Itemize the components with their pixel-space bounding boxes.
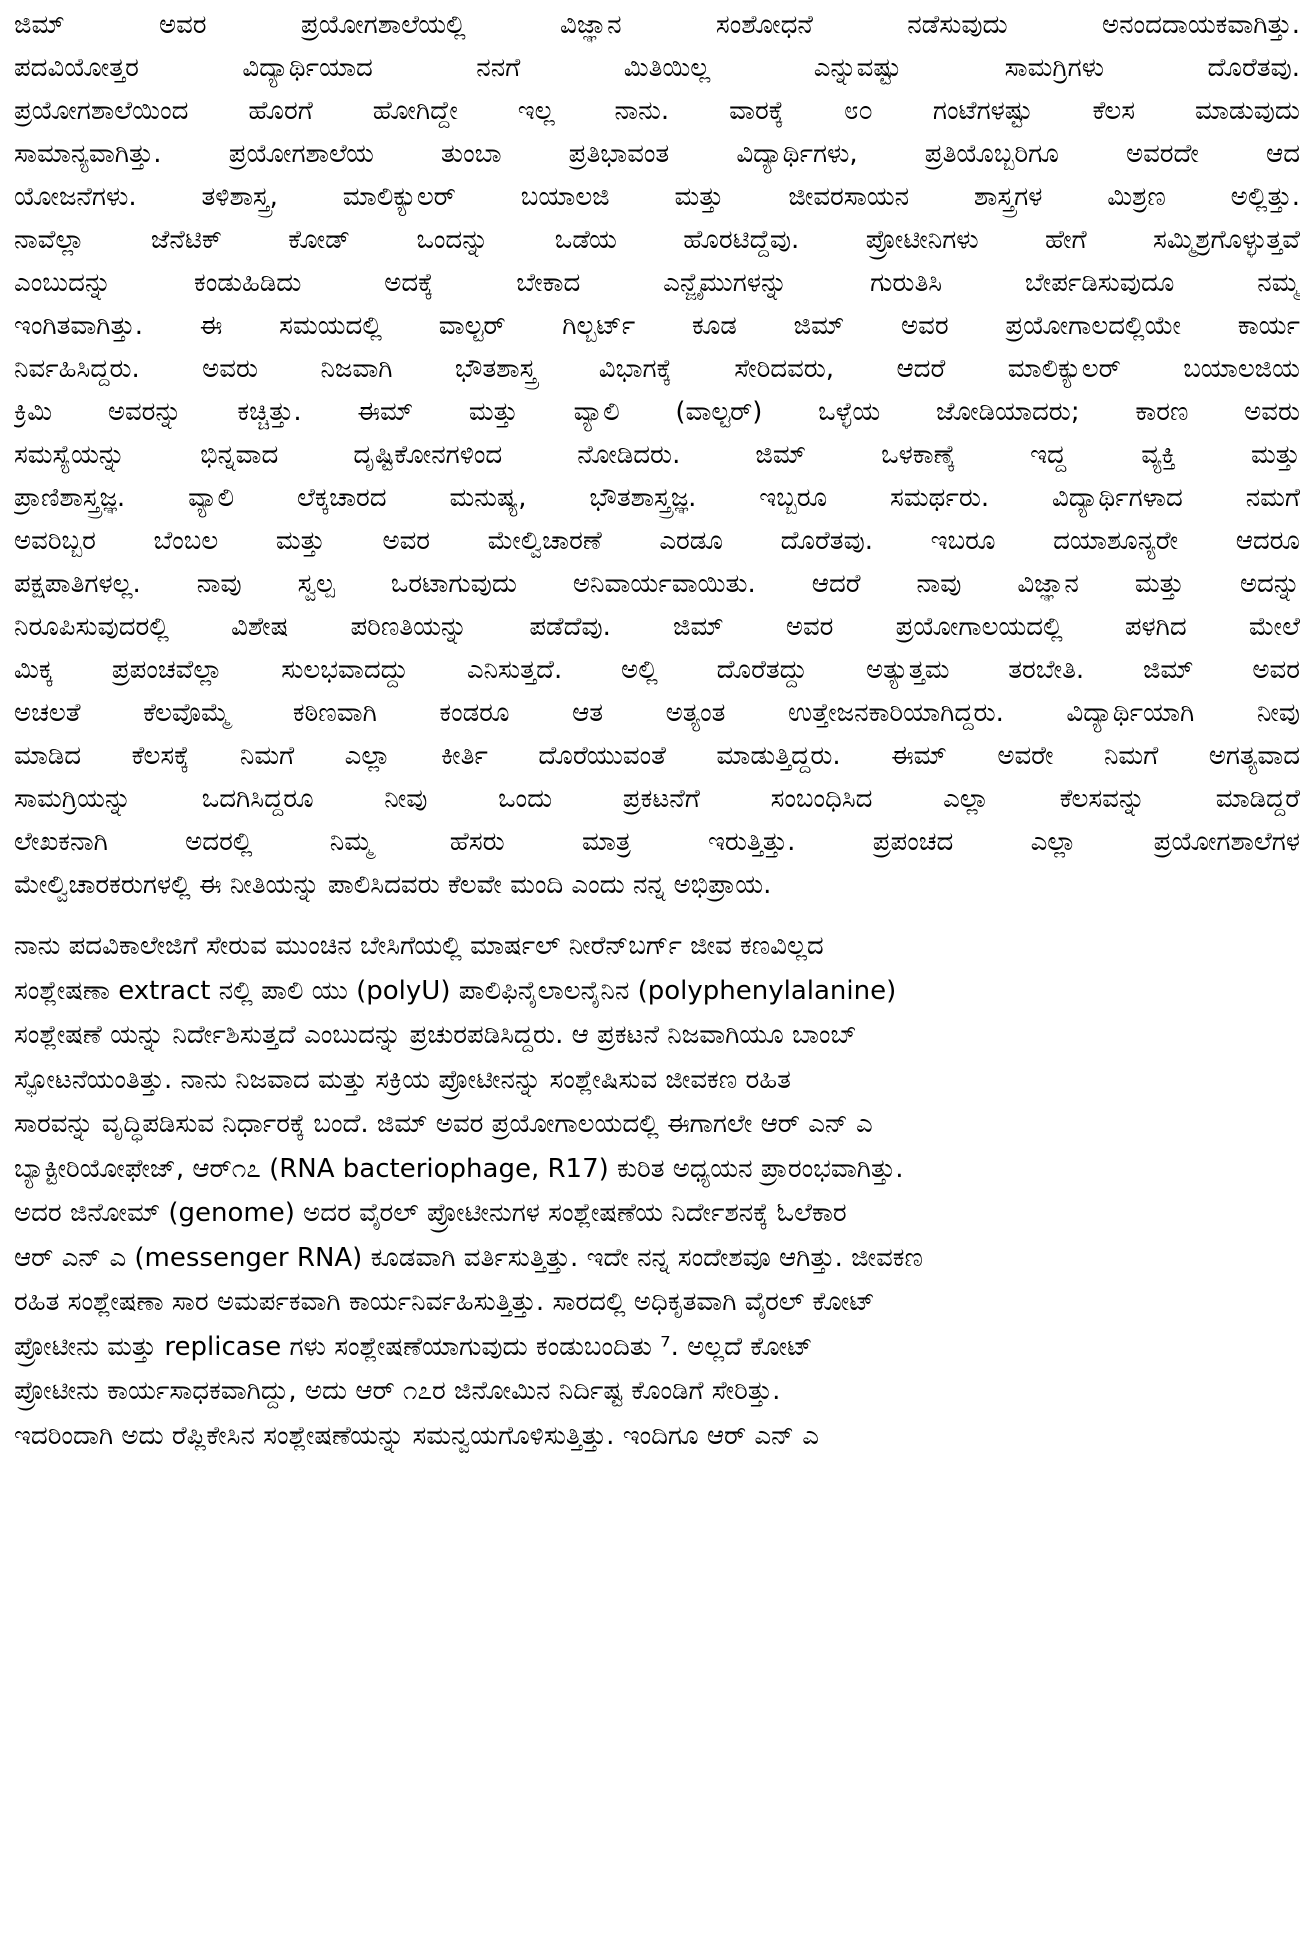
text-line: ಮೇಲ್ವಿಚಾರಕರುಗಳಲ್ಲಿ ಈ ನೀತಿಯನ್ನು ಪಾಲಿಸಿದವರು ಕೆಲವೇ ಮಂದಿ ಎಂದು ನನ್ನ ಅಭಿಪ್ರಾಯ. [14, 870, 772, 900]
text-line: ಮಾಡಿದ ಕೆಲಸಕ್ಕೆ ನಿಮಗೆ ಎಲ್ಲಾ ಕೀರ್ತಿ ದೊರೆಯುವಂತೆ ಮಾಡುತ್ತಿದ್ದರು. ಈಮ್ ಅವರೇ ನಿಮಗೆ ಅಗತ್ಯವಾದ [14, 741, 1300, 771]
text-line: ಕ್ರಿಮಿ ಅವರನ್ನು ಕಚ್ಚಿತ್ತು. ಈಮ್ ಮತ್ತು ವ್ಯಾಲಿ (ವಾಲ್ಟರ್) ಒಳ್ಳೆಯ ಜೋಡಿಯಾದರು; ಕಾರಣ ಅವರು [14, 397, 1300, 427]
text-line: ಪ್ರೋಟೀನು ಮತ್ತು replicase ಗಳು ಸಂಶ್ಲೇಷಣೆಯಾಗುವುದು ಕಂಡುಬಂದಿತು ⁷. ಅಲ್ಲದೆ ಕೋಟ್ [14, 1331, 813, 1362]
paragraph-2 [14, 924, 1300, 1458]
text-line: ಸಮಸ್ಯೆಯನ್ನು ಭಿನ್ನವಾದ ದೃಷ್ಟಿಕೋನಗಳಿಂದ ನೋಡಿದರು. ಜಿಮ್ ಒಳಕಾಣ್ಕೆ ಇದ್ದ ವ್ಯಕ್ತಿ ಮತ್ತು [14, 440, 1300, 470]
text-line: ನಿರ್ವಹಿಸಿದ್ದರು. ಅವರು ನಿಜವಾಗಿ ಭೌತಶಾಸ್ತ್ರ ವಿಭಾಗಕ್ಕೆ ಸೇರಿದವರು, ಆದರೆ ಮಾಲಿಕ್ಯುಲರ್ ಬಯಾಲಜಿಯ [14, 354, 1300, 384]
text-line: ಅವರಿಬ್ಬರ ಬೆಂಬಲ ಮತ್ತು ಅವರ ಮೇಲ್ವಿಚಾರಣೆ ಎರಡೂ ದೊರೆತವು. ಇಬರೂ ದಯಾಶೂನ್ಯರೇ ಆದರೂ [14, 526, 1300, 556]
text-line: ಪ್ರಾಣಿಶಾಸ್ತ್ರಜ್ಞ. ವ್ಯಾಲಿ ಲೆಕ್ಕಚಾರದ ಮನುಷ್ಯ, ಭೌತಶಾಸ್ತ್ರಜ್ಞ. ಇಬ್ಬರೂ ಸಮರ್ಥರು. ವಿದ್ಯಾರ್ಥಿಗಳಾದ ನಮಗೆ [14, 483, 1300, 513]
text-line: ಸ್ಫೋಟನೆಯಂತಿತ್ತು. ನಾನು ನಿಜವಾದ ಮತ್ತು ಸಕ್ರಿಯ ಪ್ರೋಟೀನನ್ನು ಸಂಶ್ಲೇಷಿಸುವ ಜೀವಕಣ ರಹಿತ [14, 1064, 791, 1095]
text-line: ಸಂಶ್ಲೇಷಣೆ ಯನ್ನು ನಿರ್ದೇಶಿಸುತ್ತದೆ ಎಂಬುದನ್ನು ಪ್ರಚುರಪಡಿಸಿದ್ದರು. ಆ ಪ್ರಕಟನೆ ನಿಜವಾಗಿಯೂ ಬಾಂಬ್ [14, 1020, 857, 1050]
text-line: ಜಿಮ್ ಅವರ ಪ್ರಯೋಗಶಾಲೆಯಲ್ಲಿ ವಿಜ್ಞಾನ ಸಂಶೋಧನೆ ನಡೆಸುವುದು ಅನಂದದಾಯಕವಾಗಿತ್ತು. [14, 10, 1300, 40]
text-line: ನಾವೆಲ್ಲಾ ಜೆನೆಟಿಕ್ ಕೋಡ್ ಒಂದನ್ನು ಒಡೆಯ ಹೊರಟಿದ್ದೆವು. ಪ್ರೋಟೀನಿಗಳು ಹೇಗೆ ಸಮ್ಮಿಶ್ರಗೊಳ್ಳುತ್ತವೆ [14, 225, 1300, 255]
text-line: ರಹಿತ ಸಂಶ್ಲೇಷಣಾ ಸಾರ ಅಮರ್ಪಕವಾಗಿ ಕಾರ್ಯನಿರ್ವಹಿಸುತ್ತಿತ್ತು. ಸಾರದಲ್ಲಿ ಅಧಿಕೃತವಾಗಿ ವೈರಲ್ ಕೋಟ್ [14, 1287, 875, 1317]
text-line: ಆರ್ ಎನ್ ಎ (messenger RNA) ಕೂಡವಾಗಿ ವರ್ತಿಸುತ್ತಿತ್ತು. ಇದೇ ನನ್ನ ಸಂದೇಶವೂ ಆಗಿತ್ತು. ಜೀವಕಣ [14, 1242, 923, 1273]
paragraph-1 [14, 4, 1300, 907]
text-line: ಸಾರವನ್ನು ವೃದ್ಧಿಪಡಿಸುವ ನಿರ್ಧಾರಕ್ಕೆ ಬಂದೆ. ಜಿಮ್ ಅವರ ಪ್ರಯೋಗಾಲಯದಲ್ಲಿ ಈಗಾಗಲೇ ಆರ್ ಎನ್ ಎ [14, 1109, 873, 1139]
text-line: ಪ್ರೋಟೀನು ಕಾರ್ಯಸಾಧಕವಾಗಿದ್ದು, ಅದು ಆರ್ ೧೭ರ ಜಿನೋಮಿನ ನಿರ್ದಿಷ್ಟ ಕೊಂಡಿಗೆ ಸೇರಿತ್ತು. [14, 1376, 781, 1406]
text-line: ಮಿಕ್ಕ ಪ್ರಪಂಚವೆಲ್ಲಾ ಸುಲಭವಾದದ್ದು ಎನಿಸುತ್ತದೆ. ಅಲ್ಲಿ ದೊರೆತದ್ದು ಅತ್ಯುತ್ತಮ ತರಬೇತಿ. ಜಿಮ್ ಅವರ [14, 655, 1300, 685]
text-line: ಅಚಲತೆ ಕೆಲವೊಮ್ಮೆ ಕಠಿಣವಾಗಿ ಕಂಡರೂ ಆತ ಅತ್ಯಂತ ಉತ್ತೇಜನಕಾರಿಯಾಗಿದ್ದರು. ವಿದ್ಯಾರ್ಥಿಯಾಗಿ ನೀವು [14, 698, 1300, 728]
paragraph-gap [14, 907, 1300, 924]
text-line: ಸಾಮಗ್ರಿಯನ್ನು ಒದಗಿಸಿದ್ದರೂ ನೀವು ಒಂದು ಪ್ರಕಟನೆಗೆ ಸಂಬಂಧಿಸಿದ ಎಲ್ಲಾ ಕೆಲಸವನ್ನು ಮಾಡಿದ್ದರೆ [14, 784, 1300, 814]
text-line: ನಿರೂಪಿಸುವುದರಲ್ಲಿ ವಿಶೇಷ ಪರಿಣತಿಯನ್ನು ಪಡೆದೆವು. ಜಿಮ್ ಅವರ ಪ್ರಯೋಗಾಲಯದಲ್ಲಿ ಪಳಗಿದ ಮೇಲೆ [14, 612, 1300, 642]
text-line: ಪ್ರಯೋಗಶಾಲೆಯಿಂದ ಹೊರಗೆ ಹೋಗಿದ್ದೇ ಇಲ್ಲ ನಾನು. ವಾರಕ್ಕೆ ೮೦ ಗಂಟೆಗಳಷ್ಟು ಕೆಲಸ ಮಾಡುವುದು [14, 96, 1300, 126]
text-line: ನಾನು ಪದವಿಕಾಲೇಜಿಗೆ ಸೇರುವ ಮುಂಚಿನ ಬೇಸಿಗೆಯಲ್ಲಿ ಮಾರ್ಷಲ್ ನೀರೆನ್‌ಬರ್ಗ್ ಜೀವ ಕಣವಿಲ್ಲದ [14, 931, 824, 961]
text-line: ಲೇಖಕನಾಗಿ ಅದರಲ್ಲಿ ನಿಮ್ಮ ಹೆಸರು ಮಾತ್ರ ಇರುತ್ತಿತ್ತು. ಪ್ರಪಂಚದ ಎಲ್ಲಾ ಪ್ರಯೋಗಶಾಲೆಗಳ [14, 827, 1300, 857]
text-line: ಪಕ್ಷಪಾತಿಗಳಲ್ಲ. ನಾವು ಸ್ವಲ್ಪ ಒರಟಾಗುವುದು ಅನಿವಾರ್ಯವಾಯಿತು. ಆದರೆ ನಾವು ವಿಜ್ಞಾನ ಮತ್ತು ಅದನ್ನು [14, 569, 1300, 599]
text-line: ಸಾಮಾನ್ಯವಾಗಿತ್ತು. ಪ್ರಯೋಗಶಾಲೆಯ ತುಂಬಾ ಪ್ರತಿಭಾವಂತ ವಿದ್ಯಾರ್ಥಿಗಳು, ಪ್ರತಿಯೊಬ್ಬರಿಗೂ ಅವರದೇ ಆದ [14, 139, 1300, 169]
text-line: ಬ್ಯಾಕ್ಟೀರಿಯೋಫೇಜ್, ಆರ್೧೭ (RNA bacteriophage, R17) ಕುರಿತ ಅಧ್ಯಯನ ಪ್ರಾರಂಭವಾಗಿತ್ತು. [14, 1153, 904, 1184]
text-line: ಇಂಗಿತವಾಗಿತ್ತು. ಈ ಸಮಯದಲ್ಲಿ ವಾಲ್ಟರ್ ಗಿಲ್ಬರ್ಟ್ ಕೂಡ ಜಿಮ್ ಅವರ ಪ್ರಯೋಗಾಲದಲ್ಲಿಯೇ ಕಾರ್ಯ [14, 311, 1300, 341]
text-line: ಯೋಜನೆಗಳು. ತಳಿಶಾಸ್ತ್ರ, ಮಾಲಿಕ್ಯುಲರ್ ಬಯಾಲಜಿ ಮತ್ತು ಜೀವರಸಾಯನ ಶಾಸ್ತ್ರಗಳ ಮಿಶ್ರಣ ಅಲ್ಲಿತ್ತು. [14, 182, 1300, 212]
text-line: ಅದರ ಜಿನೋಮ್ (genome) ಅದರ ವೈರಲ್ ಪ್ರೋಟೀನುಗಳ ಸಂಶ್ಲೇಷಣೆಯ ನಿರ್ದೇಶನಕ್ಕೆ ಓಲೆಕಾರ [14, 1198, 847, 1228]
text-line: ಪದವಿಯೋತ್ತರ ವಿದ್ಯಾರ್ಥಿಯಾದ ನನಗೆ ಮಿತಿಯಿಲ್ಲ ಎನ್ನುವಷ್ಟು ಸಾಮಗ್ರಿಗಳು ದೊರೆತವು. [14, 53, 1300, 83]
text-line: ಎಂಬುದನ್ನು ಕಂಡುಹಿಡಿದು ಅದಕ್ಕೆ ಬೇಕಾದ ಎನ್ಜೈಮುಗಳನ್ನು ಗುರುತಿಸಿ ಬೇರ್ಪಡಿಸುವುದೂ ನಮ್ಮ [14, 268, 1300, 298]
text-line: ಇದರಿಂದಾಗಿ ಅದು ರೆಪ್ಲಿಕೇಸಿನ ಸಂಶ್ಲೇಷಣೆಯನ್ನು ಸಮನ್ವಯಗೊಳಿಸುತ್ತಿತ್ತು. ಇಂದಿಗೂ ಆರ್ ಎನ್ ಎ [14, 1420, 819, 1451]
text-line: ಸಂಶ್ಲೇಷಣಾ extract ನಲ್ಲಿ ಪಾಲಿ ಯು (polyU) ಪಾಲಿಫಿನೈಲಾಲನೈನಿನ (polyphenylalanine) [14, 975, 897, 1006]
